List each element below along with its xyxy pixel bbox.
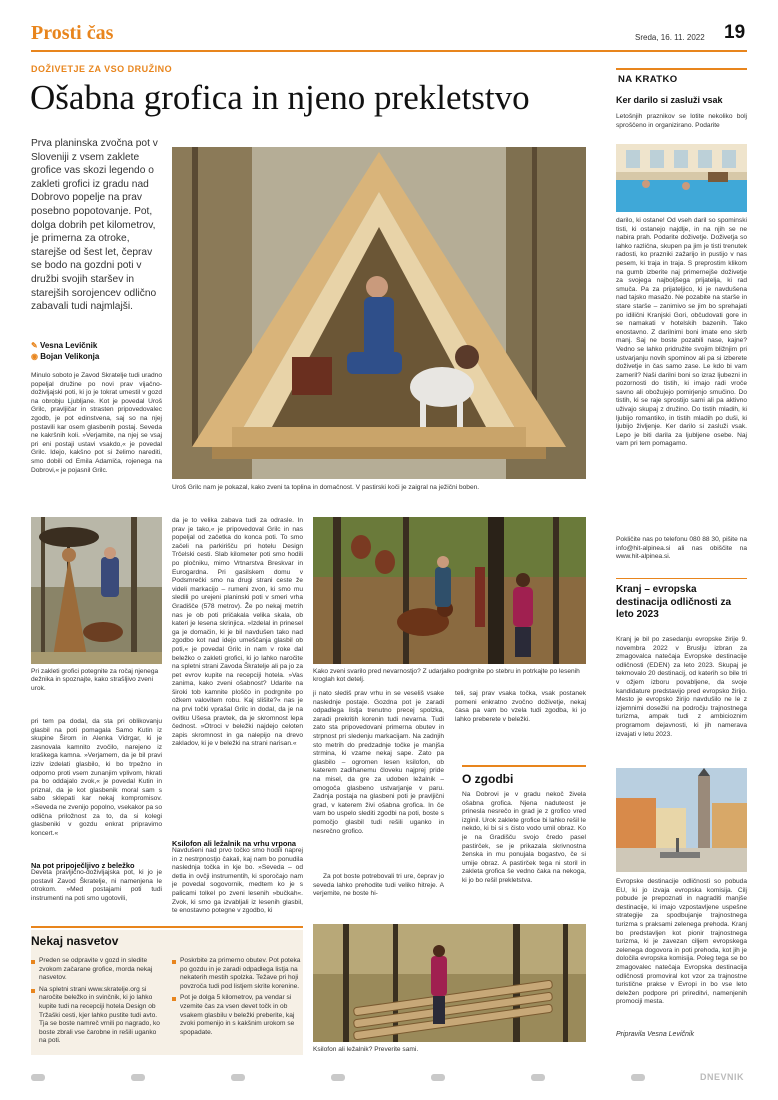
brief1-intro: Letošnjih praznikov se lotite nekoliko bolj sproščeno in organizirano. Podarite (616, 113, 747, 129)
footer-brand: DNEVNIK (700, 1072, 745, 1082)
article-kicker: DOŽIVETJE ZA VSO DRUŽINO (31, 64, 173, 74)
article-body-col1b: pri tem pa dodal, da sta pri oblikovanju glasbil na poti pomagala Samo Kutin iz skupine Širom in Alenka Vidrgar, ki je zasnovala kamnito zvočilo, narejeno iz kraškega kamna. »Verjamem, da je bil pravi izziv izdelati glasbilo, ki bo trpežno in odporno proti vsem zunanjim vplivom, hkrati pa bo oddajalo zvok,« je povedal Kutin in priznal, da je kot glasbenik moral sam s sabo sklepati kar nekaj kompromisov. »Seveda ne zvenijo popolno, vsekakor pa so odlična priložnost za to, da si kolegi glasbeniki v gozdu enkrat pripravimo koncert.« (31, 718, 162, 837)
tip-item: Preden se odpravite v gozd in sledite zvokom začarane grofice, morda nekaj nasvetov. (31, 957, 162, 983)
article-body-col2: da je to velika zabava tudi za odrasle. In prav je tako,« je pripovedoval Grilc in nas popeljal od začetka do konca poti. To smo začeli na parkirišču pri hotelu Design Trčelski cesti. Slab kilometer poti smo hodili po pločniku, mimo Vrtnarstva Breskvar in Eurogardna. Pri gasilskem domu v Podsmrečki smo na drugi strani ceste že videli markacijo – rumeni zvon, ki smo mu sledili po urejeni planinski poti v smeri vrha Gradišče (578 metrov). Že po nekaj metrih nas je ob poti pričakala velika skala, ob kateri je lesena skrinjica. »Izdelal in prinesel ga je domačin, ki je bil navdušen tako nad zgodbo kot nad idejo umeščanja glasbil ob poti,« je povedal Grilc in nam v roke dal beležko o zakleti grofici, ki jo lahko naročite na spletni strani Zavoda Škratelje ali pa jo za pet evrov kupite na recepciji hotela. »Vas zanima, kako zveni ošabnost? Udarite na široki tob kamnite ploščo in podrgnite po ožkem valovitem robu. Kaj slišite?« nas je na prvi točki vprašal Grilc in dodal, da je na ovitku Ušesa pravtek, da je skromnost lepa čednost. »Otroci v beležki najdejo celoten zapis skromnost in ga nalepijo na drevo zakladov, ki je v beležki na strani narisan.« (172, 517, 303, 748)
footer-marker (131, 1074, 145, 1081)
footer-marker (31, 1074, 45, 1081)
section-title: Prosti čas (31, 22, 114, 44)
footer-marker (331, 1074, 345, 1081)
subheading-xylophone: Ksilofon ali ležalnik na vrhu vrpona (172, 839, 297, 848)
camera-icon: ◉ (31, 352, 38, 361)
ozgodbi-text: Na Dobrovi je v gradu nekoč živela ošabna grofica. Njena naduteost je prinesla nesrečo in grad je z grofico vred izginil. Urok zaklete grofice bi lahko rešil le nekdo, ki bi si s čisto vodo umil obraz. Ko je na Gradišču svojo čredo pasel pastirček, se je prikazala skrivnostna ženska in mu ponujala bogastvo, če si umije obraz. A pastirček tega ni storil in zakleta grofica še vedno čaka na nekoga, ki jo bo rešil prekletstva. (462, 791, 586, 884)
footer-marker (431, 1074, 445, 1081)
tips-rule (31, 926, 303, 928)
subheading-notebook: Na pot pripoječljivo z beležko (31, 861, 135, 870)
photo-wooden-hut (172, 147, 586, 479)
article-lead: Prva planinska zvočna pot v Sloveniji z vsem zaklete grofice vas skozi legendo o zakleti grofici iz gradu nad Dobrovo popelje na prav posebno popotovanje. Pot, dolga dobrih pet kilometrov, je primerna za otroke, starejše od šest let, čeprav se bodo na gozdni poti v družbi svojih staršev in starejših sorojencev odlično zabavali tudi najmlajši. (31, 138, 158, 313)
brief1-text: darilo, ki ostane! Od vseh daril so spominski tisti, ki ostanejo najdlje, in na njih se ne nabira prah. Podarite doživetje. Doživetja so lahko različna, skupen pa jim je tisti trenutek radosti, ko prazniki zažarijo in pustijo v nas pesem, ki traja in traja. S preprostim klikom na gumb izberite naj primernejše doživetje za svojega najboljšega prijatelja, ki rad smuča. Pa za prijateljico, ki je navdušena nad tajsko masažo. Ne pozabite na starše in stare starše – zanimivo se jim bo sprehajati po idilični Kranjski Gori, občudovati gore in se namakati v hotelskih bazenih. Tako enostavno. Z darilnimi boni imate eno skrb manj. Saj ne boste pozabili nase, kajne? Vedno se lahko pridružite svojim bližnjim pri ustvarjanju novih spominov ali pa si izberete doživetje in čas samo zase. Le kdo bi vam zameril? Naši darilni boni so izraz ljubezni in pozornosti do tistih, ki imajo radi vroče savno ali obožujejo pomirjenjo smučino. Do tistih, ki se raje sprostijo sami ali pa aktivno uživajo skupaj z družino. Do tistih mladih, ki ljubijo romantiko, in tistih mladih po duši, ki ljubijo življenje. Ker darilo si zasluži vsak. Lepo je biti darila za ljubljene osebe. Naj vam pri tem pomagamo. (616, 217, 747, 448)
photo-forest-dog (313, 517, 586, 664)
article-body-col1c: Deveta pravljično-doživljajska pot, ki jo je postavil Zavod Škratelje, ni namenjena le otrokom. »Med postajami poti tudi instrumenti na poti smo ugotovili, (31, 869, 162, 902)
article-body-col3: ji nato slediš prav vrhu in se veseliš vsake naslednje postaje. Gozdna pot je zaradi odpadlega listja trenutno precej spolzka, zaradi prekritih korenin tudi nevarna. Tudi zato sta pripovedovani primerna obutev in strpnost pri sledenju markacijam. Na zadnjih sto metrih do predzadnje točke je manjša strmina, ki vzame nekaj sape. Zato pa glasbilo – ogromen lesen ksilofon, ob katerem zadihanemu človeku najprej pride na misel, da gre za udoben ležalnik – omogoča glasbeno ustvarjanje v paru. Zadnja postaja na glasbeni poti je pravljični grad, v katerem živi ošabna grofica. In če vam bo uspelo slediti zgodbi na poti, boste s pomočjo glasbil tudi rešili uganko in nesrečno grofico. (313, 690, 444, 835)
brief2-title: Kranj – evropska destinacija odličnosti za leto 2023 (616, 584, 732, 620)
brief2-credit: Pripravila Vesna Levičnik (616, 1031, 694, 1038)
photographer-name: Bojan Velikonja (40, 352, 100, 361)
photo-hotel-pool (616, 144, 747, 212)
photo1-caption: Uroš Grilc nam je pokazal, kako zveni ta toplina in domačnost. V pastirski koči je zaigral na ježični boben. (172, 484, 480, 491)
sidebar-rule (616, 68, 747, 70)
article-title: Ošabna grofica in njeno prekletstvo (30, 78, 530, 117)
brief2-text2: Evropske destinacije odličnosti so pobuda EU, ki jo izvaja evropska komisija. Cilj pobude je prepoznati in nagraditi manjše destinacije, ki imajo vzpostavljene uspešne strategije za spodbujanje trajnostnega turizma s praksami zelenega prehoda. Kranj bo predstavljen kot pionir trajnostnega turizma, ki je zavezan ciljem evropskega zelenega dogovora in poti prehoda, kot jih je določila evropska komisija. Poleg tega se bo zmagovalec natečaja Evropska destinacija odličnosti promoviral kot vzor za trajnostne turistične prakse v Evropi in bo vse leto deležen podpore pri prireditvi, namenjenih promociji mesta. (616, 878, 747, 1006)
photo3-caption: Kako zveni svarilo pred nevarnostjo? Z udarjalko podrgnite po stebru in potrkajte po lesenih kroglah kot detelj. (313, 668, 580, 684)
pen-icon: ✎ (31, 341, 38, 350)
sidebar-heading: NA KRATKO (618, 74, 678, 85)
brief2-text: Kranj je bil po zasedanju evropske žirije 9. novembra 2022 v Bruslju izbran za zmagovalca natečaja Evropske destinacije odličnosti (EDEN) za leto 2023. Skupaj je tekmovalo 20 destinacij, od katerih so bile tri v ožjem izboru povabljene, da svoje kandidature predstavijo pred evropsko žirijo. Mesto je evropsko žirijo navdušilo ne le z izjemnimi dosežki na področju trajnostnega turizma, ampak tudi z ambicioznim programom dejavnosti, ki jih namerava izvajati v letu 2023. (616, 636, 747, 738)
page-number: 19 (724, 22, 746, 43)
author-name: Vesna Levičnik (39, 341, 98, 350)
brief1-title: Ker darilo si zasluži vsak (616, 95, 723, 105)
ozgodbi-rule (462, 765, 586, 767)
brief2-rule (616, 578, 747, 579)
ozgodbi-title: O zgodbi (462, 772, 514, 786)
article-body-col2b: Navdušeni nad prvo točko smo hodili naprej in z nestrpnostjo čakali, kaj nam bo ponudila naslednja točka in kje bo. »Seveda – od detla in ovčji instrumentih, ki sporočajo nam je povedal sogovornik, medtem ko je s palicami tolkel po zveni lesenih »bučkah«. Zvok, ki smo ga izvabljali iz lesenih glasbil, te enostavno potegne v zgodbo, ki (172, 847, 303, 915)
tip-item: Pot je dolga 5 kilometrov, pa vendar si vzemite čas za vsen devet točk in ob vsakem glasbilu v beležki preberite, kaj zvoki pomenijo in s kakšnim urokom se spopadate. (172, 994, 303, 1037)
photo-countess-statue (31, 517, 162, 664)
photo-xylophone (313, 924, 586, 1042)
tips-list-right (172, 957, 303, 1055)
footer-marker (531, 1074, 545, 1081)
footer-marker (631, 1074, 645, 1081)
tip-item: Na spletni strani www.skratelje.org si naročite beležko in svinčnik, ki jo lahko kupite tudi na recepciji hotela Design ob Tržaški cesti, kjer lahko pustite tudi avto. Tja se boste namreč vrnili po nagrado, ko boste zbrali vse čarobne in rešili uganko na poti. (31, 986, 162, 1046)
issue-date: Sreda, 16. 11. 2022 (635, 33, 705, 42)
tip-item: Poskrbite za primerno obutev. Pot poteka po gozdu in je zaradi odpadlega listja na nekaterih mestih spolzka. Težave pri hoji povzroča tudi pod listjem skrite korenine. (172, 957, 303, 991)
footer-marker (231, 1074, 245, 1081)
header-rule (31, 50, 747, 52)
article-body-col1: Minulo soboto je Zavod Škratelje tudi uradno popeljal družine po novi prav vijačno-doživljajski poti, ki jo je tokrat umestil v gozd na obrobju Ljubljane. Kot je povedal Uroš Grilc, pravljičar in strasten pripovedovalec zgodb, je pot edinstvena, saj so na njej postavili kar osem glasbenih postaj. Seveda ne kakršnih koli. »Verjamite, na njej se vsaj pri eni postaji ustavi vsakdo,« je povedal Grilc. Idejo, kakšno pot si želimo narediti, smo dobili od Emila Adamiča, rojenega na Dobrovi,« je pojasnil Grilc. (31, 372, 162, 474)
article-body-col3b: Za pot boste potrebovali tri ure, čeprav jo seveda lahko prehodite tudi veliko hitreje. A verjemite, ne boste hi- (313, 873, 444, 898)
photo-kranj-square (616, 768, 747, 872)
tips-list-left (31, 957, 162, 1055)
photo2-caption: Pri zakleti grofici potegnite za ročaj njenega dežnika in spoznajte, kako strašljivo zveni urok. (31, 668, 159, 692)
brief1-contact: Pokličite nas po telefonu 080 88 30, pišite na info@hit-alpinea.si ali nas obiščite na www.hit-alpinea.si. (616, 536, 747, 561)
photo4-caption: Ksilofon ali ležalnik? Preverite sami. (313, 1046, 419, 1053)
byline (31, 340, 162, 362)
article-body-col4: teli, saj prav vsaka točka, vsak postanek pomeni enkratno zvočno doživetje, nekaj časa pa vam bo vzela tudi zgodba, ki jo lahko preberete v beležki. (455, 690, 586, 723)
tips-title: Nekaj nasvetov (31, 934, 119, 948)
